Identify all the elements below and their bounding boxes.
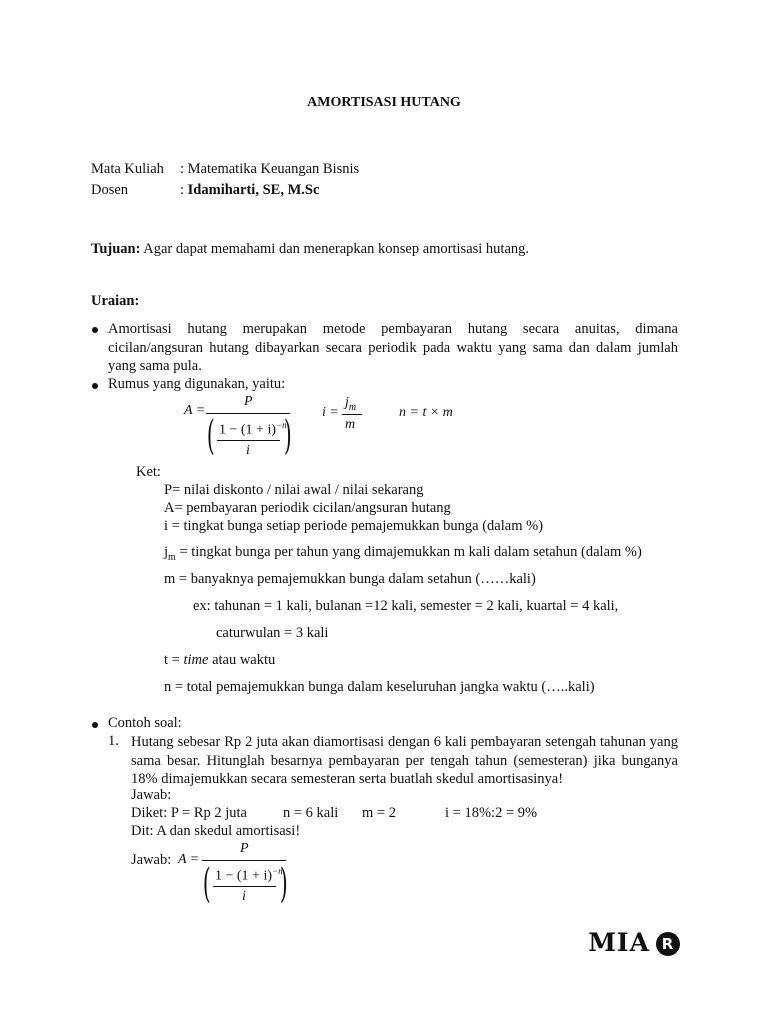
ket-m: m = banyaknya pemajemukkan bunga dalam setahun (……kali) [164, 571, 536, 587]
ket-jm: $j_m$ = tingkat bunga per tahun yang dimajemukkan m kali dalam setahun (dalam %) [164, 544, 642, 563]
right-paren-icon: ) [279, 861, 288, 907]
ket-t: t = time atau waktu [164, 652, 276, 668]
answer-formula-inner-numerator: $1 - (1 + i)^{-n}$ [215, 866, 283, 884]
right-paren-icon: ) [283, 413, 292, 459]
example-diket-n: n = 6 kali [283, 805, 339, 821]
purpose-line [91, 241, 529, 258]
ket-a: A= pembayaran periodik cicilan/angsuran hutang [164, 500, 451, 516]
lecturer-line [180, 182, 319, 199]
example-jawab-formula-label: Jawab: [131, 852, 172, 868]
formula-a-inner-numerator: $1 - (1 + i)^{-n}$ [219, 420, 287, 438]
answer-formula-inner-bar [213, 886, 276, 887]
bullet-dot [92, 722, 98, 728]
bullet-dot [92, 383, 98, 389]
ket-ex-line1: ex: tahunan = 1 kali, bulanan =12 kali, semester = 2 kali, kuartal = 4 kali, [193, 598, 619, 614]
bullet-dot [92, 327, 98, 333]
formula-i-fraction-bar [342, 414, 362, 415]
ket-i: i = tingkat bunga setiap periode pemajemukkan bunga (dalam %) [164, 518, 544, 534]
example-diket: Diket: P = Rp 2 juta [131, 805, 247, 821]
answer-formula-fraction-bar [202, 860, 286, 861]
left-paren-icon: ( [202, 861, 211, 907]
example-heading: Contoh soal: [108, 715, 182, 731]
formula-i-lhs: i = [322, 405, 339, 420]
lecturer-value: Idamiharti, SE, M.Sc [187, 182, 320, 198]
left-paren-icon: ( [206, 413, 215, 459]
course-value: : Matematika Keuangan Bisnis [180, 161, 360, 177]
course-label: Mata Kuliah [91, 161, 164, 177]
example-diket-m: m = 2 [362, 805, 396, 821]
ket-ex-line2: caturwulan = 3 kali [216, 625, 329, 641]
page-title: AMORTISASI HUTANG [307, 95, 461, 110]
bullet-amortisasi: Amortisasi hutang merupakan metode pembayaran hutang secara anuitas, dimana cicilan/angsuran hutang dibayarkan secara periodik pada waktu yang sama dan dalam jumlah yang sama pula. [108, 321, 678, 374]
uraian-heading: Uraian: [91, 293, 140, 309]
formula-a-numerator: P [244, 394, 253, 409]
bullet-rumus: Rumus yang digunakan, yaitu: [108, 376, 286, 392]
formula-a-lhs: A = [184, 403, 206, 418]
formula-a-fraction-bar [206, 413, 290, 414]
formula-a-inner-denominator: i [246, 443, 250, 458]
formula-n: n = t × m [399, 405, 453, 420]
formula-i-denominator: m [345, 417, 356, 432]
ket-p: P= nilai diskonto / nilai awal / nilai sekarang [164, 482, 424, 498]
lecturer-label: Dosen [91, 182, 129, 198]
ket-label: Ket: [136, 464, 161, 480]
lecturer-colon: : [180, 182, 188, 198]
answer-formula-lhs: A = [178, 852, 200, 867]
answer-formula-inner-denominator: i [242, 889, 246, 904]
example-dit: Dit: A dan skedul amortisasi! [131, 823, 301, 839]
formula-i-numerator: $j_m$ [345, 395, 357, 413]
answer-formula-numerator: P [240, 841, 249, 856]
example-diket-i: i = 18%:2 = 9% [445, 805, 538, 821]
registered-icon: R [656, 932, 680, 956]
example-problem: Hutang sebesar Rp 2 juta akan diamortisasi dengan 6 kali pembayaran setengah tahunan yang sama besar. Hitunglah besarnya pembayaran per tengah tahun (semesteran) jika bunganya 18% dimajemukkan secara semesteran serta buatlah skedul amortisasinya! [131, 734, 678, 787]
example-jawab: Jawab: [131, 787, 172, 803]
example-number: 1. [108, 733, 119, 749]
purpose-text: Agar dapat memahami dan menerapkan konsep amortisasi hutang. [140, 241, 530, 257]
mia-logo: MIA R [588, 928, 680, 957]
purpose-label: Tujuan: [91, 241, 141, 257]
ket-n: n = total pemajemukkan bunga dalam keseluruhan jangka waktu (…..kali) [164, 679, 595, 695]
formula-a-inner-bar [217, 440, 280, 441]
